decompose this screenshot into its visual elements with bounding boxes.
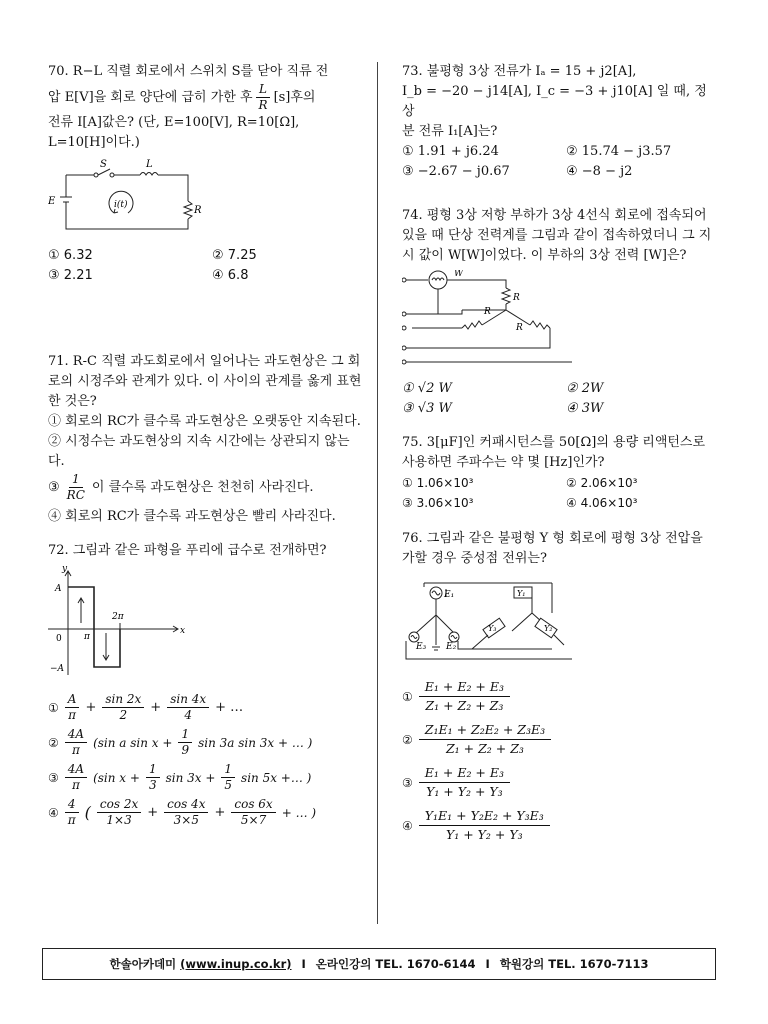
q72-o2-frac-num: 1 <box>178 727 192 743</box>
square-wave-graph <box>48 563 208 683</box>
q70-option-4[interactable]: ④ 6.8 <box>212 268 249 283</box>
q72-o4-plus2: + <box>214 804 226 820</box>
q72-o1-t3-den: 4 <box>184 708 192 722</box>
q72-option-1-num: ① <box>48 700 59 715</box>
q72-o1-t1-num: A <box>65 692 80 708</box>
q73-line3: 분 전류 I₁[A]는? <box>402 124 498 139</box>
q75-text: 75. 3[μF]인 커패시턴스를 50[Ω]의 용량 리액턴스로 사용하면 주파수는 약 몇 [Hz]인가? <box>402 435 706 470</box>
q72-option-3-num: ③ <box>48 770 59 785</box>
source-e1-label: E₁ <box>444 590 455 600</box>
source-e3-label: E₃ <box>416 642 427 652</box>
resistor-3-label: R <box>516 323 523 333</box>
q70-line1: 70. R−L 직렬 회로에서 스위치 S를 닫아 직류 전 <box>48 64 329 79</box>
q75-option-2[interactable]: ② 2.06×10³ <box>566 476 638 490</box>
q72-o4-t1-num: cos 2x <box>97 797 141 813</box>
q76-option-1[interactable] <box>402 678 718 715</box>
two-pi-label: 2π <box>112 612 124 622</box>
q70-options <box>48 246 364 286</box>
resistor-1-label: R <box>513 293 520 303</box>
q72-o4-plus1: + <box>147 804 159 820</box>
switch-label: S <box>100 159 107 170</box>
q72-o3-part-c: sin 5x +… ) <box>241 770 312 785</box>
q72-o1-plus1: + <box>85 699 97 715</box>
q70-option-3[interactable]: ③ 2.21 <box>48 268 93 283</box>
q73-line2: I_b = −20 − j14[A], I_c = −3 + j10[A] 일 때, 정상 <box>402 84 707 119</box>
resistor-label: R <box>194 205 202 216</box>
right-column <box>402 62 718 844</box>
q75-option-4[interactable]: ④ 4.06×10³ <box>566 496 638 510</box>
q70-line3: 전류 I[A]값은? (단, E=100[V], R=10[Ω], <box>48 115 300 130</box>
q70-option-1[interactable]: ① 6.32 <box>48 248 93 263</box>
q72-o4-t3-num: cos 6x <box>231 797 275 813</box>
pi-label: π <box>84 632 90 642</box>
q76-o4-num: Y₁E₁ + Y₂E₂ + Y₃E₃ <box>419 807 550 826</box>
q76-option-1-num: ① <box>402 689 413 704</box>
q72-o3-f1-num: 1 <box>146 762 160 778</box>
amplitude-label: A <box>55 584 62 594</box>
resistor-2-label: R <box>484 307 491 317</box>
q72-o3-f2-den: 5 <box>224 778 233 792</box>
q72-o4-coef-den: π <box>67 813 76 827</box>
q72-o4-tail: + … ) <box>281 805 317 820</box>
neg-amplitude-label: −A <box>50 664 65 674</box>
q74-option-1[interactable]: ① √2 W <box>402 381 452 396</box>
q76-option-4-num: ④ <box>402 818 413 833</box>
footer-online-phone: 온라인강의 TEL. 1670-6144 <box>315 957 476 971</box>
inductor-label: L <box>146 159 153 170</box>
question-74 <box>402 206 718 419</box>
q72-o2-part-b: sin 3a sin 3x + … ) <box>198 735 313 750</box>
rl-circuit-diagram <box>48 157 208 235</box>
column-divider <box>377 62 378 924</box>
question-70 <box>48 62 364 352</box>
left-column <box>48 62 364 828</box>
q70-frac-denominator: R <box>258 98 268 112</box>
q76-o2-num: Z₁E₁ + Z₂E₂ + Z₃E₃ <box>419 721 551 740</box>
q70-frac-numerator: L <box>256 82 270 98</box>
q75-options <box>402 473 718 513</box>
q72-o3-f2-num: 1 <box>221 762 235 778</box>
q70-line4: L=10[H]이다.) <box>48 135 140 150</box>
q73-option-3[interactable]: ③ −2.67 − j0.67 <box>402 164 510 179</box>
admittance-y2-label: Y₂ <box>544 624 553 633</box>
q72-o2-coef-num: 4A <box>65 727 87 743</box>
q72-o4-t2-den: 3×5 <box>173 813 199 827</box>
q71-option-3-text: 이 클수록 과도현상은 천천히 사라진다. <box>91 479 314 495</box>
current-label: i(t) <box>114 200 128 210</box>
x-axis-label: x <box>180 626 186 636</box>
q71-option-1[interactable]: ① 회로의 RC가 클수록 과도현상은 오랫동안 지속된다. <box>48 414 361 429</box>
q72-o3-coef-den: π <box>71 778 80 792</box>
q72-o1-t2-num: sin 2x <box>102 692 144 708</box>
q72-o2-coef-den: π <box>71 743 80 757</box>
footer-separator-1: I <box>301 957 306 971</box>
source-label: E <box>48 196 56 207</box>
q72-o1-t2-den: 2 <box>119 708 128 722</box>
source-e2-label: E₂ <box>446 642 457 652</box>
q73-option-1[interactable]: ① 1.91 + j6.24 <box>402 144 499 159</box>
q72-o1-t3-num: sin 4x <box>167 692 209 708</box>
question-72 <box>48 541 364 828</box>
q72-o1-plus2: + <box>150 699 162 715</box>
q72-o3-f1-den: 3 <box>148 778 157 792</box>
q72-o1-t1-den: π <box>68 708 77 722</box>
q72-option-2[interactable] <box>48 727 364 758</box>
footer-bar <box>42 948 716 980</box>
q71-option-3-frac <box>64 472 88 503</box>
q73-option-2[interactable]: ② 15.74 − j3.57 <box>566 144 672 159</box>
q71-option-3-num: ③ <box>48 479 60 495</box>
admittance-y1-label: Y₁ <box>517 589 526 598</box>
q70-line2b: [s]후의 <box>273 89 316 105</box>
q73-option-4[interactable]: ④ −8 − j2 <box>566 164 633 179</box>
q72-option-3[interactable] <box>48 762 364 793</box>
wattmeter-label: W <box>454 270 464 279</box>
question-73 <box>402 62 718 182</box>
q71-text: 71. R-C 직렬 과도회로에서 일어나는 과도현상은 그 회로의 시정주와 관계가 있다. 이 사이의 관계를 옳게 표현한 것은? <box>48 354 362 409</box>
q75-option-1[interactable]: ① 1.06×10³ <box>402 476 474 490</box>
q71-frac-denominator: RC <box>66 488 85 502</box>
q75-option-3[interactable]: ③ 3.06×10³ <box>402 496 474 510</box>
q72-o4-paren: ( <box>84 802 91 822</box>
q72-o3-part-b: sin 3x + <box>165 770 216 785</box>
q74-option-4[interactable]: ④ 3W <box>566 401 604 416</box>
q71-frac-numerator: 1 <box>69 472 83 488</box>
q71-option-3[interactable] <box>48 472 364 503</box>
q70-line2 <box>48 82 364 113</box>
q70-line2a: 압 E[V]을 회로 양단에 급히 가한 후 <box>48 89 253 105</box>
q70-option-2[interactable]: ② 7.25 <box>212 248 257 263</box>
q72-o2-frac-den: 9 <box>181 743 190 757</box>
footer-academy-phone: 학원강의 TEL. 1670-7113 <box>499 957 649 971</box>
footer-separator-2: I <box>485 957 490 971</box>
footer-website-link[interactable]: (www.inup.co.kr) <box>180 957 292 971</box>
y-axis-label: y <box>62 564 68 574</box>
q76-o4-den: Y₁ + Y₂ + Y₃ <box>445 827 523 842</box>
question-75 <box>402 433 718 513</box>
q72-option-4-num: ④ <box>48 805 59 820</box>
q76-o3-den: Y₁ + Y₂ + Y₃ <box>426 784 503 799</box>
q71-option-4[interactable]: ④ 회로의 RC가 클수록 과도현상은 빨리 사라진다. <box>48 509 336 524</box>
q72-o1-tail: + … <box>215 699 244 715</box>
q73-line1: 73. 불평형 3상 전류가 Iₐ = 15 + j2[A], <box>402 64 637 79</box>
q72-o4-t2-num: cos 4x <box>164 797 208 813</box>
q74-option-2[interactable]: ② 2W <box>566 381 604 396</box>
q76-text: 76. 그림과 같은 불평형 Y 형 회로에 평형 3상 전압을 가할 경우 중성점 전위는? <box>402 531 703 566</box>
wattmeter-circuit-diagram <box>402 270 572 370</box>
q76-option-3-num: ③ <box>402 775 413 790</box>
q71-option-2[interactable]: ② 시정수는 과도현상의 지속 시간에는 상관되지 않는다. <box>48 434 350 469</box>
q72-option-4[interactable] <box>48 797 364 828</box>
q72-o2-part-a: (sin a sin x + <box>93 735 173 750</box>
unbalanced-y-circuit-diagram <box>402 575 572 665</box>
q76-option-2-num: ② <box>402 732 413 747</box>
q76-o2-den: Z₁ + Z₂ + Z₃ <box>445 741 524 756</box>
admittance-y3-label: Y₃ <box>488 624 497 633</box>
q72-o3-coef-num: 4A <box>65 762 87 778</box>
q72-o4-t3-den: 5×7 <box>240 813 267 827</box>
q72-o4-t1-den: 1×3 <box>106 813 132 827</box>
q76-o1-den: Z₁ + Z₂ + Z₃ <box>425 698 504 713</box>
origin-label: 0 <box>56 634 62 644</box>
q74-text: 74. 평형 3상 저항 부하가 3상 4선식 회로에 접속되어 있을 때 단상 전력계를 그림과 같이 접속하였더니 그 지시 값이 W[W]이었다. 이 부하의 3상 전력 [W]은? <box>402 208 712 263</box>
q76-o3-num: E₁ + E₂ + E₃ <box>419 764 510 783</box>
question-76 <box>402 529 718 844</box>
q72-text: 72. 그림과 같은 파형을 푸리에 급수로 전개하면? <box>48 543 327 558</box>
q72-option-1[interactable] <box>48 692 364 723</box>
q72-o4-coef-num: 4 <box>65 797 79 813</box>
q72-option-2-num: ② <box>48 735 59 750</box>
q76-option-2[interactable] <box>402 721 718 758</box>
q76-option-3[interactable] <box>402 764 718 801</box>
q76-option-4[interactable] <box>402 807 718 844</box>
question-71 <box>48 352 364 527</box>
q72-o3-part-a: (sin x + <box>93 770 140 785</box>
q74-options <box>402 379 718 419</box>
q76-options <box>402 678 718 844</box>
q73-options <box>402 142 718 182</box>
q76-o1-num: E₁ + E₂ + E₃ <box>419 678 510 697</box>
q70-frac <box>256 82 271 113</box>
q74-option-3[interactable]: ③ √3 W <box>402 401 452 416</box>
footer-brand: 한솔아카데미 <box>109 957 177 971</box>
